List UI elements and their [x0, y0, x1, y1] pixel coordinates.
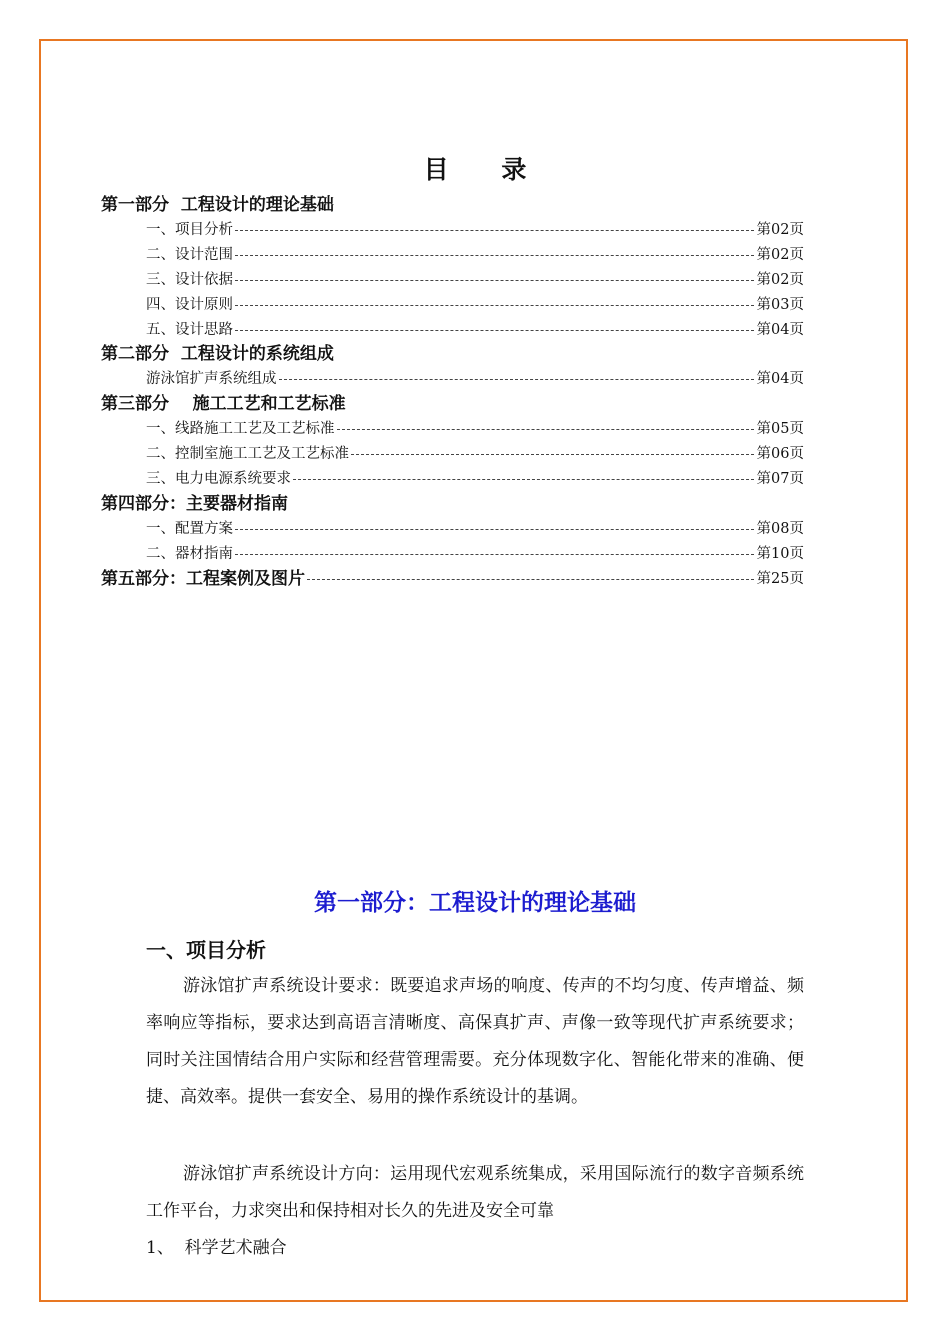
toc-item-row [0, 442, 950, 467]
toc-leader-dashes [235, 280, 754, 281]
toc-item-row [0, 218, 950, 243]
toc-leader-dashes [293, 479, 754, 480]
body-paragraph-2: 游泳馆扩声系统设计方向：运用现代宏观系统集成，采用国际流行的数字音频系统工作平台，力求突出和保持相对长久的先进及安全可靠 [146, 1164, 804, 1221]
toc-page-number: 第02页 [756, 221, 804, 238]
toc-entry-label: 一、线路施工工艺及工艺标准 [146, 421, 335, 438]
toc-leader-dashes [307, 579, 754, 580]
toc-entry-label: 第二部分 工程设计的系统组成 [101, 344, 334, 365]
toc-page-number: 第07页 [756, 470, 804, 487]
toc-entry-label: 四、设计原则 [146, 296, 233, 313]
toc-leader-dashes [235, 255, 754, 256]
toc-item-row [0, 542, 950, 567]
list-item: 1、 科学艺术融合 [146, 1238, 287, 1258]
toc-item-row [0, 318, 950, 343]
toc-leader-dashes [279, 379, 754, 380]
toc-entry-label: 第四部分：主要器材指南 [101, 493, 288, 514]
toc-entry-label: 五、设计思路 [146, 321, 233, 338]
toc-page-number: 第03页 [756, 296, 804, 313]
toc-page-number: 第02页 [756, 246, 804, 263]
toc-entry-label: 三、设计依据 [146, 271, 233, 288]
body-paragraph-1: 游泳馆扩声系统设计要求：既要追求声场的响度、传声的不均匀度、传声增益、频率响应等指标，要求达到高语言清晰度、高保真扩声、声像一致等现代扩声系统要求；同时关注国情结合用户实际和经营管理需要。充分体现数字化、智能化带来的准确、便捷、高效率。提供一套安全、易用的操作系统设计的基调。 [146, 976, 804, 1107]
toc-page-number: 第05页 [756, 421, 804, 438]
sub-heading: 一、项目分析 [146, 938, 266, 962]
toc-page-number: 第08页 [756, 520, 804, 537]
toc-item-row [0, 417, 950, 442]
toc-part-row [0, 567, 950, 592]
toc-page-number: 第04页 [756, 371, 804, 388]
toc-entry-label: 二、控制室施工工艺及工艺标准 [146, 446, 349, 462]
toc-item-row [0, 517, 950, 542]
toc-page-number: 第10页 [756, 545, 804, 562]
toc-leader-dashes [337, 429, 754, 430]
section-heading: 第一部分：工程设计的理论基础 [314, 889, 636, 916]
toc-title: 目 录 [423, 155, 549, 184]
toc-page-number: 第04页 [756, 321, 804, 338]
toc-leader-dashes [235, 305, 754, 306]
toc-entry-label: 一、配置方案 [146, 520, 233, 537]
toc-page-number: 第02页 [756, 271, 804, 288]
toc-entry-label: 二、器材指南 [146, 545, 233, 562]
toc-leader-dashes [235, 230, 754, 231]
toc-page-number: 第25页 [756, 570, 804, 587]
toc-item-row [0, 243, 950, 268]
toc-entry-label: 第三部分 施工工艺和工艺标准 [101, 394, 346, 415]
toc-entry-label: 第一部分 工程设计的理论基础 [101, 195, 334, 215]
toc-entry-label: 一、项目分析 [146, 221, 233, 238]
toc-item-row [0, 293, 950, 318]
toc-leader-dashes [235, 554, 754, 555]
toc-part-row [0, 392, 950, 417]
toc-leader-dashes [235, 529, 754, 530]
toc-leader-dashes [351, 454, 754, 455]
toc-page-number: 第06页 [756, 446, 804, 462]
toc-part-row [0, 492, 950, 517]
toc-entry-label: 二、设计范围 [146, 246, 233, 263]
toc-item-row [0, 268, 950, 293]
toc-entry-label: 第五部分：工程案例及图片 [101, 568, 305, 589]
toc-part-row [0, 193, 950, 218]
toc-entry-label: 三、电力电源系统要求 [146, 470, 291, 487]
toc-leader-dashes [235, 330, 754, 331]
toc-item-row [0, 467, 950, 492]
toc-item-row [0, 367, 950, 392]
toc-entry-label: 游泳馆扩声系统组成 [146, 371, 277, 388]
toc-part-row [0, 342, 950, 367]
